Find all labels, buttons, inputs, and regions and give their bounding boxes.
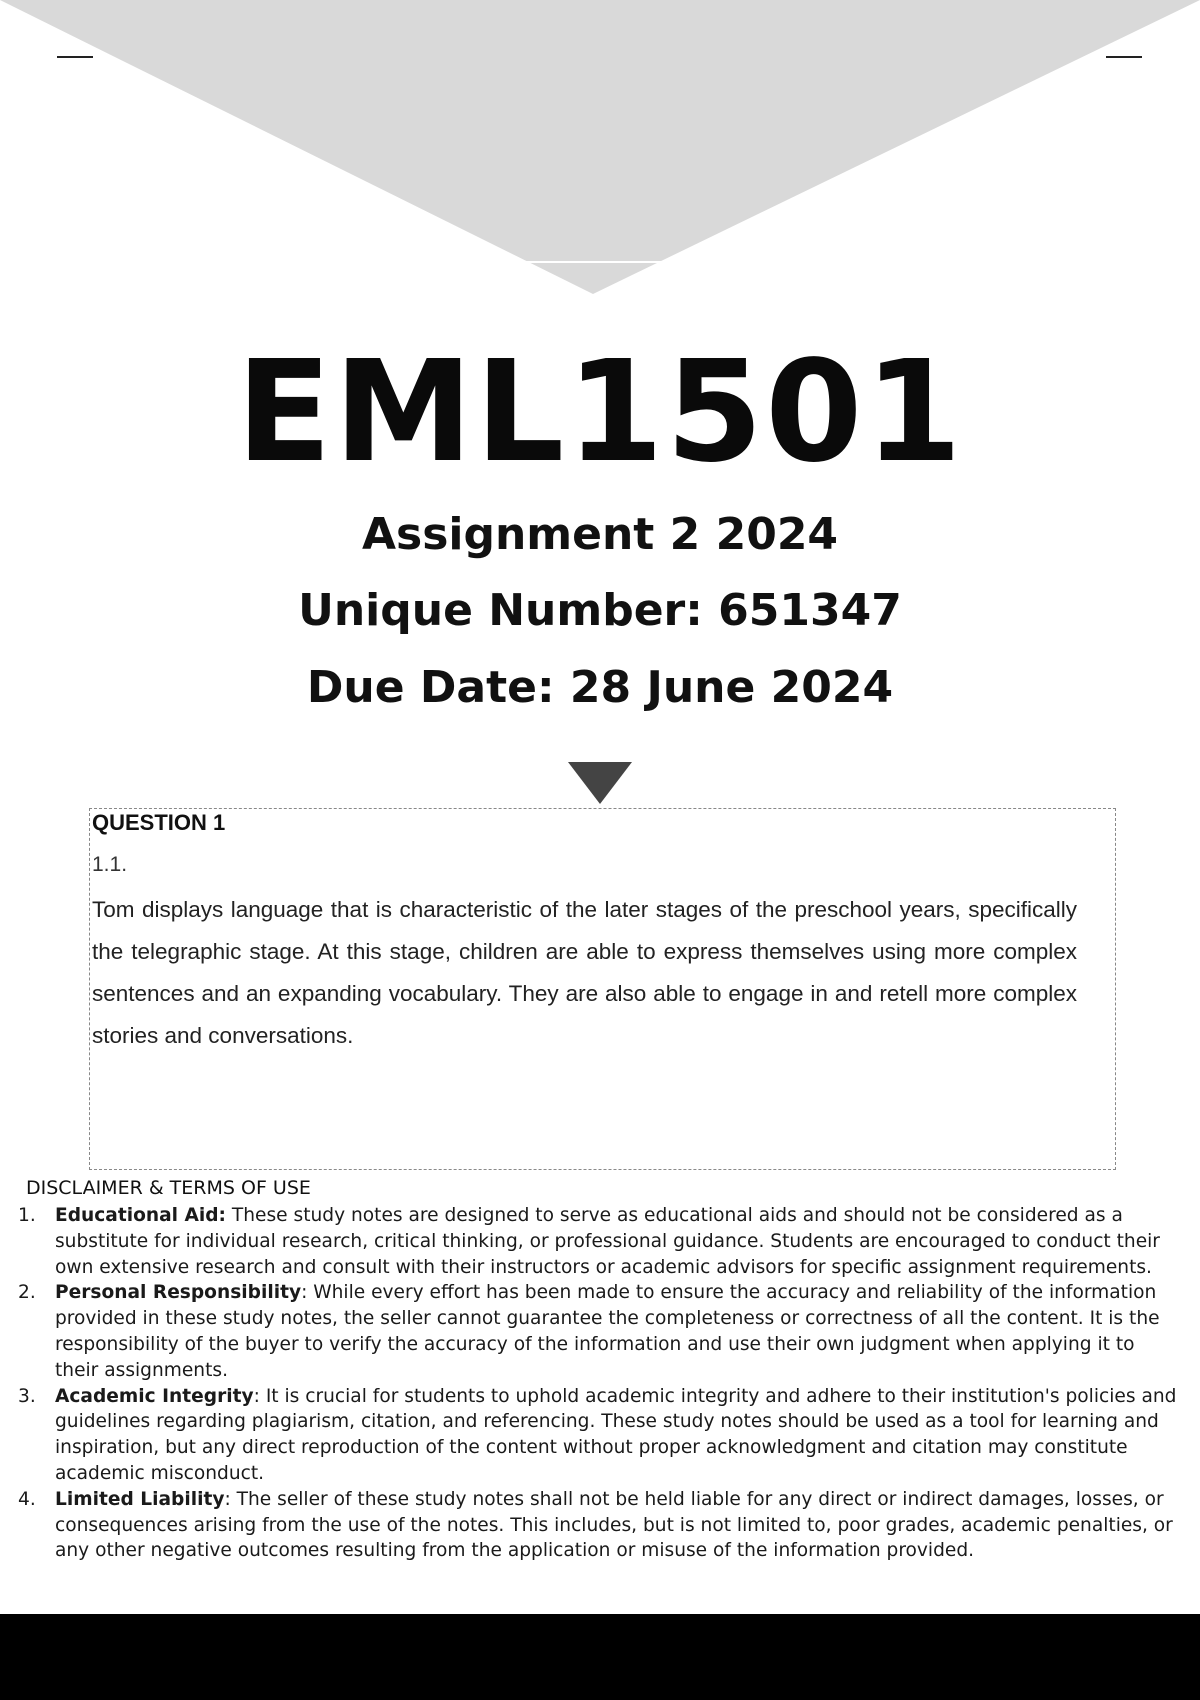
- item-term: Limited Liability: [55, 1488, 225, 1510]
- item-term: Academic Integrity: [55, 1385, 254, 1407]
- unique-number: Unique Number: 651347: [298, 585, 902, 636]
- question-heading: QUESTION 1: [92, 810, 226, 835]
- item-number: 1.: [18, 1205, 36, 1226]
- disclaimer-item: [18, 1384, 1183, 1487]
- question-number: 1.1.: [92, 853, 128, 876]
- course-code-title: EML1501: [236, 331, 964, 494]
- item-number: 3.: [18, 1385, 36, 1407]
- item-text: : While every effort has been made to ensure the accuracy and reliability of the information provided in these study notes, the seller cannot guarantee the completeness or correctness of all the content. It is the responsibility of the buyer to verify the accuracy of the information and use their own judgment when applying it to their assignments.: [55, 1282, 1160, 1381]
- item-term: Personal Responsibility: [55, 1282, 302, 1304]
- disclaimer-item: [18, 1487, 1183, 1564]
- disclaimer-item: [18, 1280, 1183, 1383]
- disclaimer-item: [18, 1203, 1183, 1280]
- item-term: Educational Aid:: [55, 1205, 226, 1226]
- item-text: These study notes are designed to serve as educational aids and should not be considered as a substitute for individual research, critical thinking, or professional guidance. Students are encouraged to conduct their own extensive research and consult with their instructors or academic advisors for specific assignment requirements.: [55, 1205, 1160, 1278]
- answer-preview-box: [89, 808, 1116, 1170]
- answer-text: Tom displays language that is characteristic of the later stages of the preschool years, specifically the telegraphic stage. At this stage, children are able to express themselves using more complex sentences and an expanding vocabulary. They are also able to engage in and retell more complex stories and conversations.: [92, 897, 1077, 1048]
- assignment-label: Assignment 2 2024: [361, 509, 839, 560]
- item-text: : The seller of these study notes shall not be held liable for any direct or indirect damages, losses, or consequences arising from the use of the notes. This includes, but is not limited to, poor grades, academic penalties, or any other negative outcomes resulting from the application or misuse of the information provided.: [55, 1488, 1173, 1562]
- cover-banner: [0, 0, 1200, 300]
- corner-line-left: [57, 56, 93, 58]
- down-arrow-icon: [568, 762, 632, 804]
- disclaimer-list: [18, 1203, 1183, 1564]
- due-date: Due Date: 28 June 2024: [306, 662, 894, 713]
- bottom-bar: [0, 1614, 1200, 1700]
- disclaimer-title: DISCLAIMER & TERMS OF USE: [26, 1177, 311, 1199]
- item-number: 2.: [18, 1282, 36, 1304]
- banner-chevron: [0, 0, 1200, 294]
- item-text: : It is crucial for students to uphold academic integrity and adhere to their institution's policies and guidelines regarding plagiarism, citation, and referencing. These study notes should be used as a tool for learning and inspiration, but any direct reproduction of the content without proper acknowledgment and citation may constitute academic misconduct.: [55, 1385, 1177, 1484]
- item-number: 4.: [18, 1488, 36, 1510]
- corner-line-right: [1106, 56, 1142, 58]
